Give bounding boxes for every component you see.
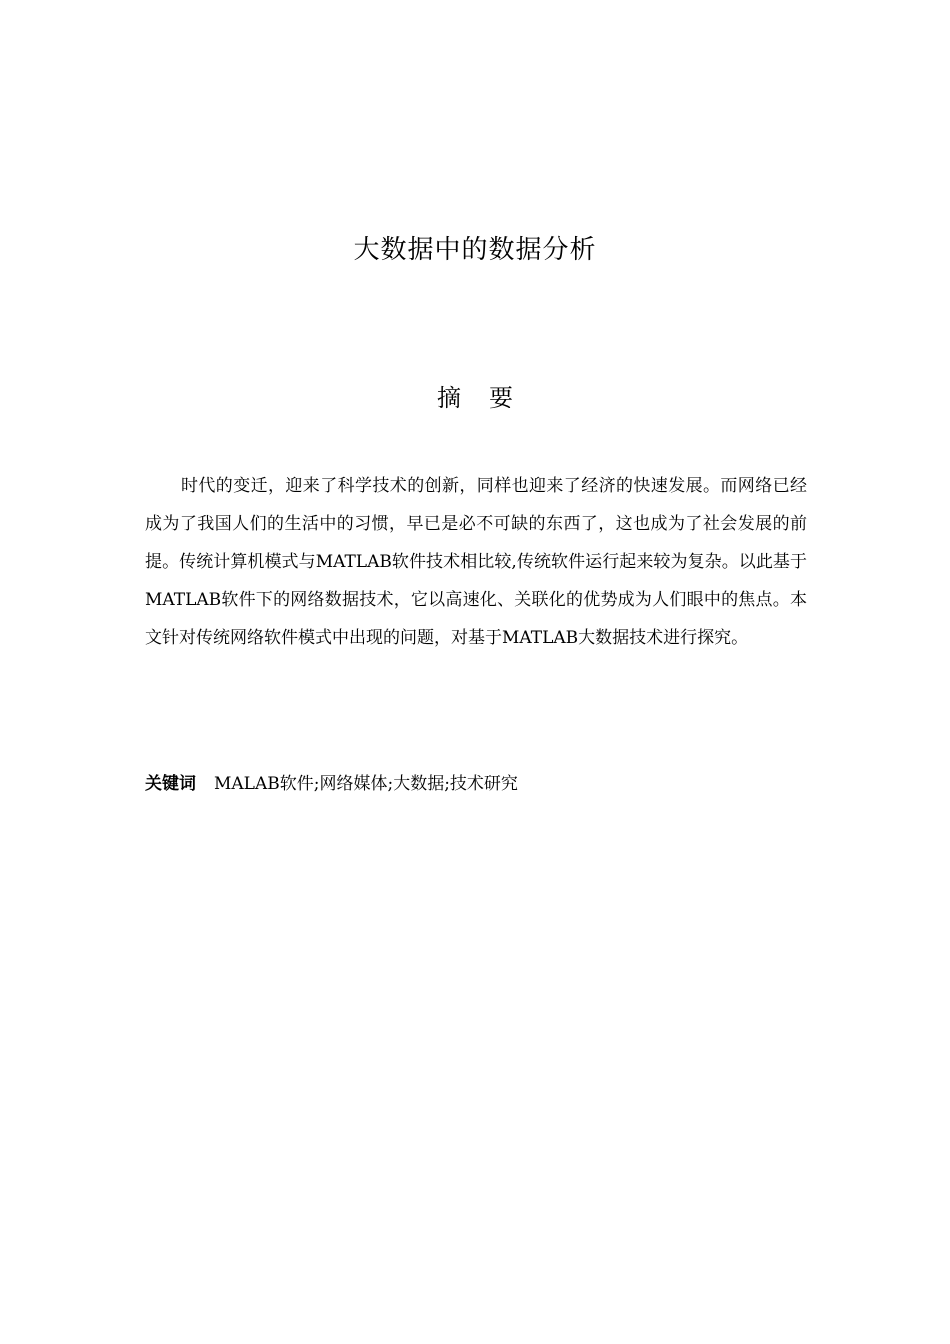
keywords-label: 关键词 [145, 774, 196, 794]
abstract-paragraph: 时代的变迁，迎来了科学技术的创新，同样也迎来了经济的快速发展。而网络已经成为了我国人们的生活中的习惯，早已是必不可缺的东西了，这也成为了社会发展的前提。传统计算机模式与MATLAB软件技术相比较,传统软件运行起来较为复杂。以此基于MATLAB软件下的网络数据技术，它以高速化、关联化的优势成为人们眼中的焦点。本文针对传统网络软件模式中出现的问题，对基于MATLAB大数据技术进行探究。 [145, 476, 807, 648]
document-title: 大数据中的数据分析 [353, 235, 597, 265]
abstract-heading: 摘要 [437, 384, 541, 412]
keywords-line [145, 767, 807, 801]
keywords-value: MALAB软件;网络媒体;大数据;技术研究 [214, 774, 518, 794]
